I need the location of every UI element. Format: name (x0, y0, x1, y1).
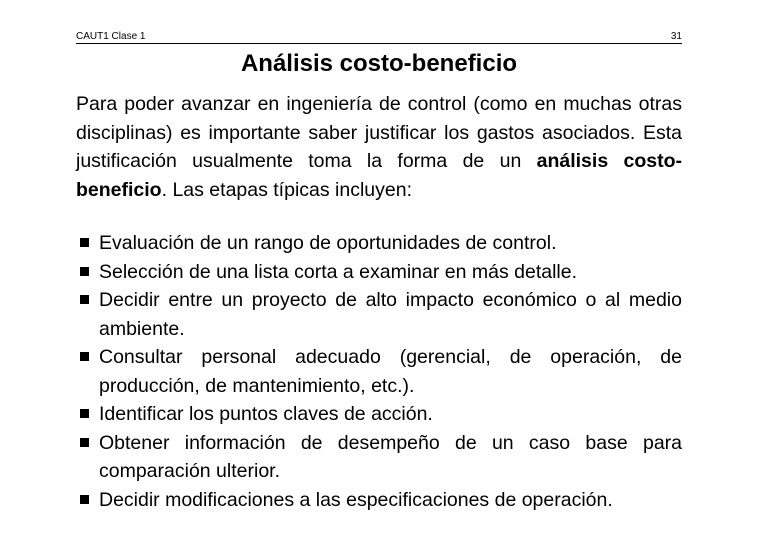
list-item-text: Evaluación de un rango de oportunidades de control. (99, 232, 557, 254)
list-item-text: Selección de una lista corta a examinar en más detalle. (99, 260, 578, 283)
list-item-text: Decidir entre un proyecto de alto impacto económico o al medio ambiente. (99, 289, 682, 340)
list-item (76, 486, 682, 515)
bullet-square-icon (80, 409, 89, 418)
list-item (76, 258, 682, 287)
list-item (76, 286, 682, 343)
bullet-square-icon (80, 238, 89, 247)
slide-header (76, 31, 682, 45)
intro-bold-term: análisis costo-beneficio (76, 150, 682, 201)
list-item-text: Identificar los puntos claves de acción. (99, 403, 433, 425)
header-divider (76, 43, 682, 44)
intro-text-after: . Las etapas típicas incluyen: (161, 178, 413, 201)
list-item-text: Decidir modificaciones a las especificaciones de operación. (99, 488, 613, 511)
intro-paragraph (76, 90, 682, 204)
bullet-square-icon (80, 352, 89, 361)
list-item (76, 229, 682, 258)
steps-list (76, 229, 682, 514)
list-item (76, 400, 682, 429)
list-item (76, 429, 682, 486)
course-label: CAUT1 Clase 1 (76, 31, 146, 42)
list-item (76, 343, 682, 400)
bullet-square-icon (80, 438, 89, 447)
slide-title: Análisis costo-beneficio (240, 50, 518, 77)
intro-text-before: Para poder avanzar en ingeniería de control (como en muchas otras disciplinas) es importante saber justificar los gastos asociados. Esta justificación usualmente toma la forma de un (76, 93, 682, 172)
page-number: 31 (670, 31, 682, 42)
list-item-text: Obtener información de desempeño de un caso base para comparación ulterior. (99, 431, 682, 482)
bullet-square-icon (80, 495, 89, 504)
bullet-square-icon (80, 267, 89, 276)
list-item-text: Consultar personal adecuado (gerencial, de operación, de producción, de mantenimiento, etc.). (99, 346, 682, 397)
bullet-square-icon (80, 295, 89, 304)
